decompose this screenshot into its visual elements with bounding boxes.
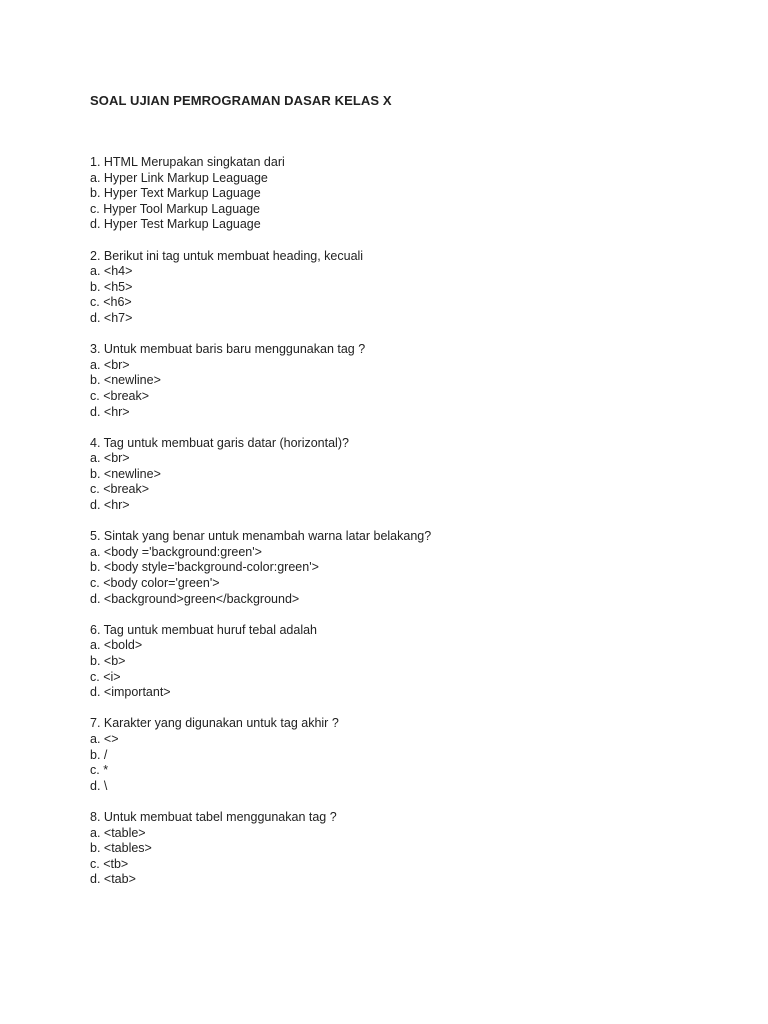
option-a: a. <br> [90, 357, 130, 372]
option-c: c. <h6> [90, 295, 132, 310]
option-d: d. <hr> [90, 404, 130, 419]
option-b: b. <h5> [90, 279, 133, 294]
option-b: b. <newline> [90, 466, 161, 481]
option-a: a. <body ='background:green'> [90, 544, 262, 559]
option-d: d. <h7> [90, 310, 133, 325]
option-b: b. <tables> [90, 841, 152, 856]
question-5 [90, 529, 431, 607]
option-a: a. <> [90, 731, 119, 746]
option-a: a. Hyper Link Markup Leaguage [90, 170, 268, 185]
option-d: d. \ [90, 778, 108, 793]
option-b: b. <body style='background-color:green'> [90, 560, 319, 575]
option-c: c. <tb> [90, 856, 129, 871]
option-c: c. <break> [90, 482, 150, 497]
option-d: d. <tab> [90, 872, 136, 887]
option-d: d. <important> [90, 685, 171, 700]
option-a: a. <br> [90, 451, 130, 466]
option-c: c. Hyper Tool Markup Laguage [90, 201, 261, 216]
option-b: b. <b> [90, 654, 126, 668]
question-7 [90, 716, 431, 794]
question-2 [90, 249, 431, 327]
option-d: d. Hyper Test Markup Laguage [90, 217, 261, 232]
option-d: d. <hr> [90, 498, 130, 513]
question-text: 1. HTML Merupakan singkatan dari [90, 155, 285, 169]
option-c: c. <break> [90, 388, 150, 403]
option-c: c. <body color='green'> [90, 576, 220, 591]
option-b: b. / [90, 747, 108, 762]
question-list [90, 155, 431, 904]
question-4 [90, 436, 431, 514]
question-1 [90, 155, 431, 233]
question-text: 2. Berikut ini tag untuk membuat heading, kecuali [90, 248, 364, 263]
question-text: 4. Tag untuk membuat garis datar (horizontal)? [90, 435, 349, 450]
question-8 [90, 810, 431, 888]
option-a: a. <bold> [90, 638, 143, 653]
option-d: d. <background>green</background> [90, 591, 300, 606]
option-b: b. Hyper Text Markup Laguage [90, 186, 261, 201]
option-a: a. <h4> [90, 264, 133, 279]
question-text: 8. Untuk membuat tabel menggunakan tag ? [90, 809, 337, 824]
document-title: SOAL UJIAN PEMROGRAMAN DASAR KELAS X [90, 93, 392, 108]
question-text: 3. Untuk membuat baris baru menggunakan tag ? [90, 342, 366, 357]
option-b: b. <newline> [90, 373, 161, 388]
option-a: a. <table> [90, 825, 146, 840]
option-c: c. * [90, 763, 109, 778]
question-text: 6. Tag untuk membuat huruf tebal adalah [90, 622, 318, 637]
option-c: c. <i> [90, 669, 121, 684]
question-6 [90, 623, 431, 701]
question-text: 5. Sintak yang benar untuk menambah warna latar belakang? [90, 529, 432, 544]
question-text: 7. Karakter yang digunakan untuk tag akhir ? [90, 716, 339, 731]
question-3 [90, 342, 431, 420]
